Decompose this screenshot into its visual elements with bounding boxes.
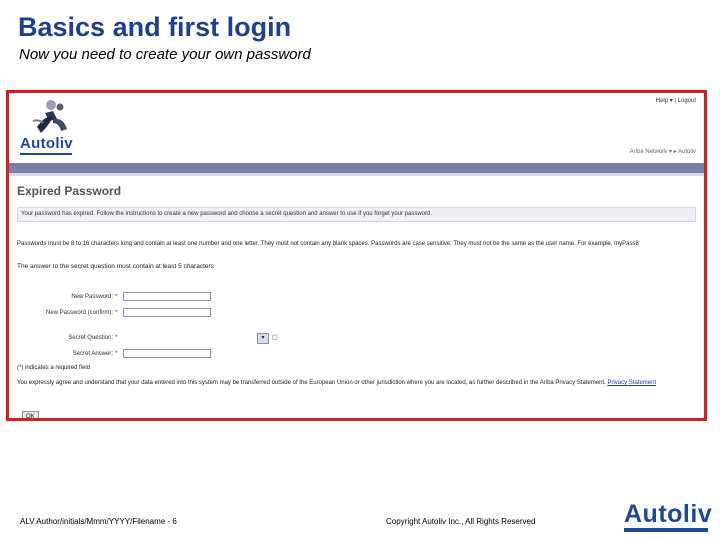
nav-bar-shadow — [9, 173, 704, 176]
consent-text: You expressly agree and understand that your data entered into this system may be transferred outside of the European Union or other jurisdiction where you are located, as further described in the Ariba Privacy Statement. — [17, 380, 606, 386]
privacy-statement-link[interactable]: Privacy Statement — [607, 380, 657, 386]
autoliv-brand-text: Autoliv — [20, 135, 73, 152]
secret-answer-label: Secret Answer: — [72, 351, 113, 357]
expired-notice: Your password has expired. Follow the instructions to create a new password and choose a secret question and answer to use if you forget your password. — [17, 207, 696, 222]
slide-title: Basics and first login — [18, 12, 292, 42]
screenshot-frame — [6, 90, 707, 421]
footer-logo-underline — [624, 528, 708, 532]
secret-question-label: Secret Question: — [68, 335, 113, 341]
nav-bar — [9, 163, 704, 173]
slide-subtitle: Now you need to create your own password — [19, 46, 311, 63]
context-breadcrumb[interactable]: Ariba Network ▾ ▸ Autoliv — [629, 149, 696, 155]
brand-underline — [20, 153, 72, 155]
secret-answer-rule: The answer to the secret question must contain at least 5 characters — [17, 263, 214, 270]
confirm-password-label: New Password (confirm): — [45, 310, 113, 316]
help-logout-links[interactable]: Help ▾ | Logout — [655, 98, 696, 104]
required-star: * — [115, 294, 118, 300]
autoliv-figure-logo — [27, 99, 75, 135]
required-star: * — [115, 351, 118, 357]
data-transfer-consent — [17, 379, 697, 387]
password-policy-text: Passwords must be 8 to 16 characters long and contain at least one number and one letter. They must not contain any blank spaces. Passwords are case sensitive. They must not be the same as the user name. For example, myPass8 — [17, 241, 639, 247]
new-password-input[interactable] — [123, 292, 211, 301]
secret-question-dropdown[interactable]: ▾ — [257, 333, 269, 344]
confirm-password-input[interactable] — [123, 308, 211, 317]
footer-autoliv-logo: Autoliv — [624, 500, 713, 528]
footer-filename: ALV Author/initials/Mmm/YYYY/Filename - 6 — [20, 517, 177, 526]
page-title: Expired Password — [17, 184, 122, 198]
new-password-label: New Password: — [71, 294, 113, 300]
ok-button[interactable]: OK — [22, 411, 39, 421]
secret-answer-input[interactable] — [123, 349, 211, 358]
required-field-note: (*) indicates a required field — [17, 365, 91, 371]
required-star: * — [115, 310, 118, 316]
footer-copyright: Copyright Autoliv Inc., All Rights Reserved — [386, 517, 536, 526]
secret-question-info-icon[interactable]: ◻ — [272, 334, 278, 341]
required-star: * — [115, 335, 118, 341]
